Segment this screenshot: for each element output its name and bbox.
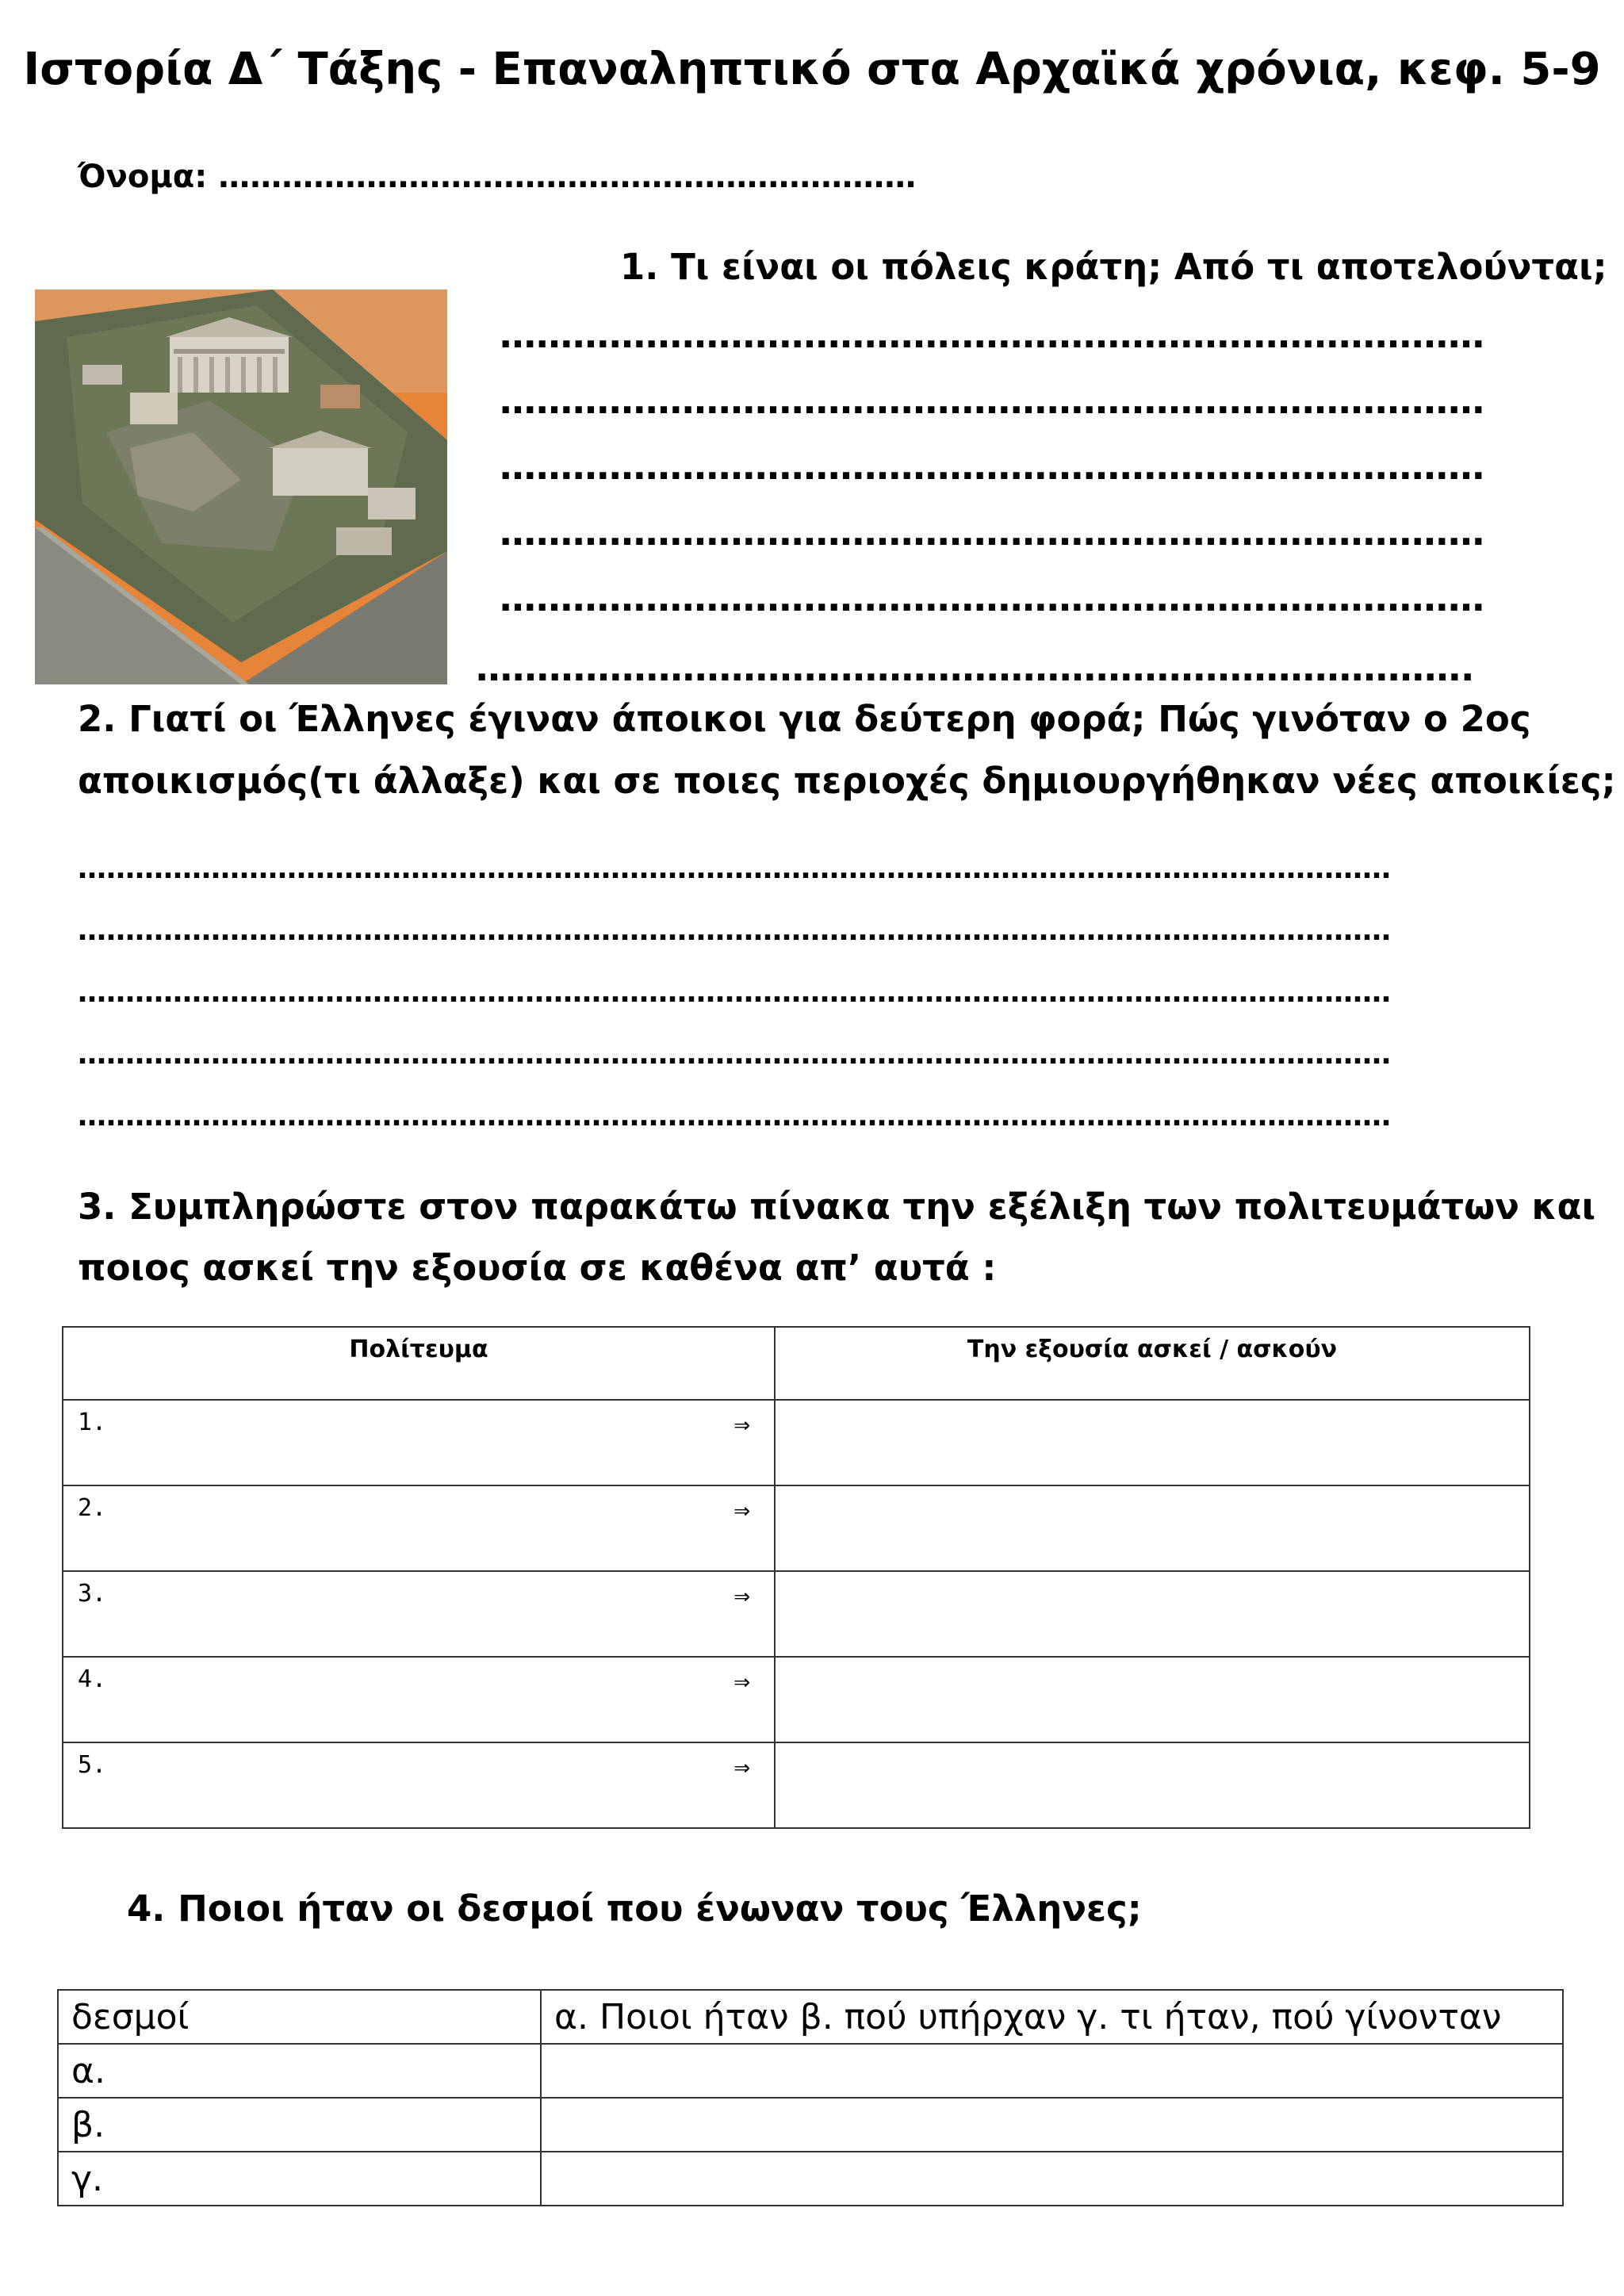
row-number: 1. xyxy=(78,1409,107,1436)
table-header: δεσμοί xyxy=(58,1990,541,2044)
table-cell[interactable] xyxy=(63,1571,775,1657)
name-field[interactable]: Όνομα: ………………………………………………………… xyxy=(78,159,917,195)
table-row xyxy=(63,1742,1530,1828)
table-cell: α. xyxy=(58,2044,541,2098)
table-header: Την εξουσία ασκεί / ασκούν xyxy=(775,1327,1530,1400)
table-cell[interactable] xyxy=(63,1485,775,1571)
table-row xyxy=(63,1400,1530,1485)
row-number: 4. xyxy=(78,1665,107,1693)
row-number: 5. xyxy=(78,1751,107,1779)
acropolis-image xyxy=(35,289,447,684)
table-cell[interactable] xyxy=(775,1400,1530,1485)
arrow-icon: ⇒ xyxy=(733,1409,750,1440)
arrow-icon: ⇒ xyxy=(733,1665,750,1697)
table-row xyxy=(58,2152,1563,2206)
row-number: 3. xyxy=(78,1580,107,1608)
table-cell[interactable] xyxy=(775,1657,1530,1742)
arrow-icon: ⇒ xyxy=(733,1580,750,1612)
table-row xyxy=(63,1571,1530,1657)
page-title: Ιστορία Δ΄ Τάξης - Επαναληπτικό στα Αρχαϊκά χρόνια, κεφ. 5-9 xyxy=(23,44,1601,95)
table-cell[interactable] xyxy=(775,1742,1530,1828)
answer-line[interactable]: ………………………………………………………………………………………………………………………… xyxy=(78,1100,1391,1133)
answer-line[interactable]: ………………………………………………………………………. xyxy=(476,646,1475,689)
answer-line[interactable]: ……………………………………………………………………… xyxy=(500,379,1484,422)
table-row xyxy=(63,1657,1530,1742)
row-number: 2. xyxy=(78,1494,107,1522)
answer-line[interactable]: ……………………………………………………………………… xyxy=(500,445,1484,488)
question-2-line-1: 2. Γιατί οι Έλληνες έγιναν άποικοι για δεύτερη φορά; Πώς γινόταν ο 2ος xyxy=(78,698,1531,740)
question-3-line-2: ποιος ασκεί την εξουσία σε καθένα απ’ αυτά : xyxy=(78,1247,997,1289)
bonds-table xyxy=(57,1989,1564,2206)
question-4: 4. Ποιοι ήταν οι δεσμοί που ένωναν τους Έλληνες; xyxy=(127,1888,1142,1930)
table-row xyxy=(63,1485,1530,1571)
table-header: α. Ποιοι ήταν β. πού υπήρχαν γ. τι ήταν, πού γίνονταν xyxy=(541,1990,1563,2044)
question-2-line-2: αποικισμός(τι άλλαξε) και σε ποιες περιοχές δημιουργήθηκαν νέες αποικίες; xyxy=(78,760,1616,802)
answer-line[interactable]: ………………………………………………………………………………………………………………………… xyxy=(78,1038,1391,1071)
answer-line[interactable]: ……………………………………………………………………… xyxy=(500,511,1484,554)
table-cell[interactable] xyxy=(63,1742,775,1828)
table-row xyxy=(58,2098,1563,2152)
answer-line[interactable]: ………………………………………………………………………………………………………………………… xyxy=(78,914,1391,947)
table-cell[interactable] xyxy=(541,2152,1563,2206)
table-cell[interactable] xyxy=(63,1400,775,1485)
table-cell[interactable] xyxy=(541,2098,1563,2152)
answer-line[interactable]: ……………………………………………………………………… xyxy=(500,313,1484,356)
arrow-icon: ⇒ xyxy=(733,1494,750,1526)
table-cell[interactable] xyxy=(541,2044,1563,2098)
answer-line[interactable]: ………………………………………………………………………………………………………………………… xyxy=(78,976,1391,1009)
question-3-line-1: 3. Συμπληρώστε στον παρακάτω πίνακα την εξέλιξη των πολιτευμάτων και xyxy=(78,1186,1595,1228)
answer-line[interactable]: ………………………………………………………………………………………………………………………… xyxy=(78,853,1391,885)
table-header: Πολίτευμα xyxy=(63,1327,775,1400)
table-row xyxy=(58,2044,1563,2098)
arrow-icon: ⇒ xyxy=(733,1751,750,1783)
table-cell: β. xyxy=(58,2098,541,2152)
table-cell[interactable] xyxy=(775,1485,1530,1571)
question-1: 1. Τι είναι οι πόλεις κράτη; Από τι αποτελούνται; xyxy=(620,246,1607,288)
table-cell: γ. xyxy=(58,2152,541,2206)
constitutions-table xyxy=(62,1326,1530,1829)
table-row xyxy=(58,1990,1563,2044)
table-cell[interactable] xyxy=(63,1657,775,1742)
table-cell[interactable] xyxy=(775,1571,1530,1657)
answer-line[interactable]: ……………………………………………………………………… xyxy=(500,577,1484,619)
